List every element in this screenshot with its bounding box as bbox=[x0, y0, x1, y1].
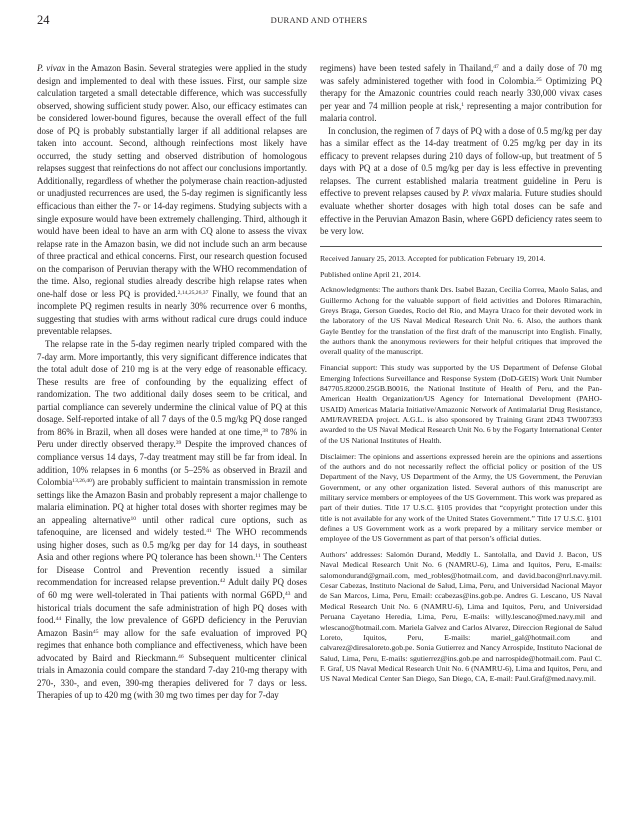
citation: 10 bbox=[130, 515, 137, 522]
citation: 45 bbox=[92, 628, 99, 635]
citation: 1 bbox=[461, 101, 465, 108]
received-date: Received January 25, 2013. Accepted for publication February 19, 2014. bbox=[320, 253, 546, 263]
species-name: P. vivax bbox=[37, 63, 66, 73]
species-name: P. vivax bbox=[462, 188, 491, 199]
left-column bbox=[37, 62, 307, 702]
citation: 11 bbox=[255, 553, 261, 560]
citation: 25 bbox=[536, 76, 542, 83]
citation: 41 bbox=[206, 528, 212, 535]
back-matter bbox=[320, 254, 602, 685]
right-paragraph-1: regimens) have been tested safely in Thailand,$^{47}$ and a daily dose of 70 mg was safely administered together with food in Colombia.$^{25}$ Optimizing PQ therapy for the Amazonic countries could reach nearly 330,000 vivax cases per year and 74 million people at risk,$^1$ representing a major contribution for malaria control. bbox=[320, 63, 602, 124]
citation: 42 bbox=[219, 578, 226, 585]
citation: 46 bbox=[178, 653, 184, 660]
section-divider bbox=[320, 246, 602, 247]
acknowledgments: Acknowledgments: The authors thank Drs. Isabel Bazan, Cecilia Correa, Maolo Salas, and Guillermo Achong for the valuable support of field activities and Dolores Rimarachin, Greys Braga, Gerson Guedes, Rocio del Rio, and Mayra Uraco for their devoted work in the laboratory of the US Naval Medical Research Unit No. 6. Also, the authors thank Gayle Bentley for the translation of the first draft of the manuscript into English. Finally, the authors thank the anonymous reviewers for their helpful critiques that improved the overall quality of the manuscript. bbox=[320, 285, 602, 357]
right-column bbox=[320, 62, 602, 688]
left-paragraph-2: The relapse rate in the 5-day regimen nearly tripled compared with the 7-day arm. More importantly, this very significant difference indicates that the total adult dose of 210 mg is at the very edge of reasonable efficacy. These results are free of confounding by the equalizing effect of randomization. The two additional daily doses seem to be critical, and partial compliance can severely undermine the clinical value of PQ at this dosage. Self-reported intake of all 7 days of the 0.5 mg/kg PQ dose ranged from 86% in Brazil, when all doses were handed at one time,$^{38}$ to 78% in Peru under directly observed therapy.$^{39}$ Despite the improved chances of compliance versus 14 days, 7-day treatment may still be far from ideal. In addition, 10% relapses in 6 months (or 5–25% as observed in Brazil and Colombia$^{13,26,40}$) are probably sufficient to maintain transmission in remote settings like the Amazon Basin and probably represent a major challenge to malaria elimination. PQ at higher total doses with shorter regimes may be an appealing alternative$^{10}$ until other radical cure options, such as tafenoquine, are licensed and widely tested.$^{41}$ The WHO recommends using higher doses, such as 0.5 mg/kg per day for 14 days, in southeast Asia and other regions where PQ tolerance has been shown.$^{11}$ The Centers for Disease Control and Prevention recently issued a similar recommendation for increased relapse prevention.$^{42}$ Adult daily PQ doses of 60 mg were well-tolerated in Thai patients with normal G6PD,$^{43}$ and historical trials document the safe administration of high PQ doses with food.$^{44}$ Finally, the low prevalence of G6PD deficiency in the Peruvian Amazon Basin$^{45}$ may allow for the safe evaluation of improved PQ regimes that enhance both compliance and effectiveness, which have been advocated by Baird and Rieckmann.$^{46}$ Subsequent multicenter clinical trials in Amazonia could compare the standard 7-day 210-mg therapy with 270-, 330-, and even, 390-mg therapies delivered for 7 days or less. Therapies of up to 420 mg (with 30 mg two times per day for 7-day bbox=[37, 339, 308, 701]
running-head: DURAND AND OTHERS bbox=[270, 15, 368, 25]
citation: 13,26,40 bbox=[72, 478, 92, 485]
conclusion-paragraph: In conclusion, the regimen of 7 days of PQ with a dose of 0.5 mg/kg per day has a similar effect as the 14-day treatment of 0.25 mg/kg per day in its efficacy to prevent relapses during 210 days of follow-up, but treatment of 5 days with PQ at a dose of 0.5 mg/kg per day is less effective in preventing relapses. The current established malaria treatment guideline in Peru is effective to prevent relapses caused by P. vivax malaria. Future studies should evaluate whether shorter dosages with high total doses can be safe and effective in the Peruvian Amazon Basin, where G6PD deficiency rates seem to be very low. bbox=[320, 125, 602, 237]
disclaimer: Disclaimer: The opinions and assertions expressed herein are the opinions and assertions of the authors and do not necessarily reflect the official policy or position of the US Department of the Navy, US Department of the Army, the US Government, the Peruvian Government, or any other organization listed. Several authors of this manuscript are military service members or employees of the US Government. This work was prepared as part of their duties. Title 17 U.S.C. §105 provides that “copyright protection under this title is not available for any work of the United States Government.” Title 17 U.S.C. §101 defines a US Government work as a work prepared by a military service member or employee of the US Government as part of that person’s official duties. bbox=[320, 451, 602, 544]
published-date: Published online April 21, 2014. bbox=[320, 269, 421, 279]
page-number: 24 bbox=[37, 13, 50, 27]
left-paragraph-1: P. vivax in the Amazon Basin. Several strategies were applied in the study design and implemented to deal with these issues. First, our sample size calculation targeted a small detectable difference, which was successfully observed, showing sufficient study power. Also, our efficacy estimates can be considered lower-bound figures, because the overall effect of the full dose of PQ is probably substantially larger if all additional relapses are taken into account. Second, although reinfections most likely have occurred, the study setting and observed distribution of homologous relapses suggest that reinfections do not affect our conclusions importantly. Additionally, regardless of whether the polymerase chain reaction-adjusted or unadjusted recurrences are used, the 5-day regimen is significantly less efficacious than either the 7- or 14-day regimens. Studying subjects with a single exposure would have been extremely challenging. Third, although it would have been ideal to have an arm with CQ alone to assess the vivax relapse rate in the Amazon basin, we did not include such an arm because of three practical and ethical concerns. First, our research question focused on the comparison of Peruvian therapy with the WHO recommendation of the time. Also, regional studies already describe high relapse rates when one-half dose or less PQ is provided.$^{2,14,25,26,37}$ Finally, we found that an incomplete PQ regimen results in nearly 30% recurrence over 6 months, suggesting that studies with arms without radical cure drugs could induce preventable relapses. bbox=[37, 63, 307, 337]
citation: 38 bbox=[262, 427, 269, 434]
citation: 47 bbox=[493, 64, 499, 70]
citation: 2,14,25,26,37 bbox=[177, 289, 209, 296]
citation: 44 bbox=[55, 616, 62, 623]
authors-addresses: Authors’ addresses: Salomón Durand, Meddly L. Santolalla, and David J. Bacon, US Naval Medical Research Unit No. 6 (NAMRU-6), Lima and Iquitos, Peru, E-mails: salomondurand@gmail.com, med_robles@hotmail.com, and david.bacon@nrl.navy.mil. Cesar Cabezas, Instituto Nacional de Salud, Lima, Peru, and Universidad Nacional Mayor de San Marcos, Lima, Peru, Email: ccabezas@ins.gob.pe. Andres G. Lescano, US Naval Medical Research Unit No. 6 (NAMRU-6), Lima and Iquitos, Peru, and Universidad Peruana Cayetano Heredia, Lima, Peru, E-mails: willy.lescano@med.navy.mil and wlescano@hotmail.com. Mariela Galvez and Carlos Alvarez, Direccion Regional de Salud Loreto, Iquitos, Peru, E-mails: mariel_gal@hotmail.com and calvarez@diresaloreto.gob.pe. Sonia Gutierrez and Nancy Arrospide, Instituto Nacional de Salud, Lima, Peru, E-mails: sgutierrez@ins.gob.pe and narrospide@hotmail.com. Paul C. F. Graf, US Naval Medical Research Unit No. 6 (NAMRU-6), Lima and Iquitos, Peru, and US Naval Medical Center San Diego, San Diego, CA, E-mail: Paul.Graf@med.navy.mil. bbox=[320, 550, 602, 684]
right-body-text bbox=[320, 62, 602, 238]
citation: 39 bbox=[175, 440, 182, 447]
financial-support: Financial support: This study was supported by the US Department of Defense Global Emerging Infections Surveillance and Response System (DoD-GEIS) Work Unit Number 847705.82000.25GB.B0016, the National Institute of Health of Peru, and the Pan-American Health Organization/US Agency for International Development (PAHO-USAID) Americas Malaria Initiative/Amazonic Network of Antimalarial Drug Resistance, AMI/RAVREDA project. A.G.L. is also sponsored by Training Grant 2D43 TW007393 awarded to the US Naval Medical Research Unit No. 6 by the Fogarty International Center of the US National Institutes of Health. bbox=[320, 363, 602, 445]
citation: 43 bbox=[284, 590, 291, 597]
